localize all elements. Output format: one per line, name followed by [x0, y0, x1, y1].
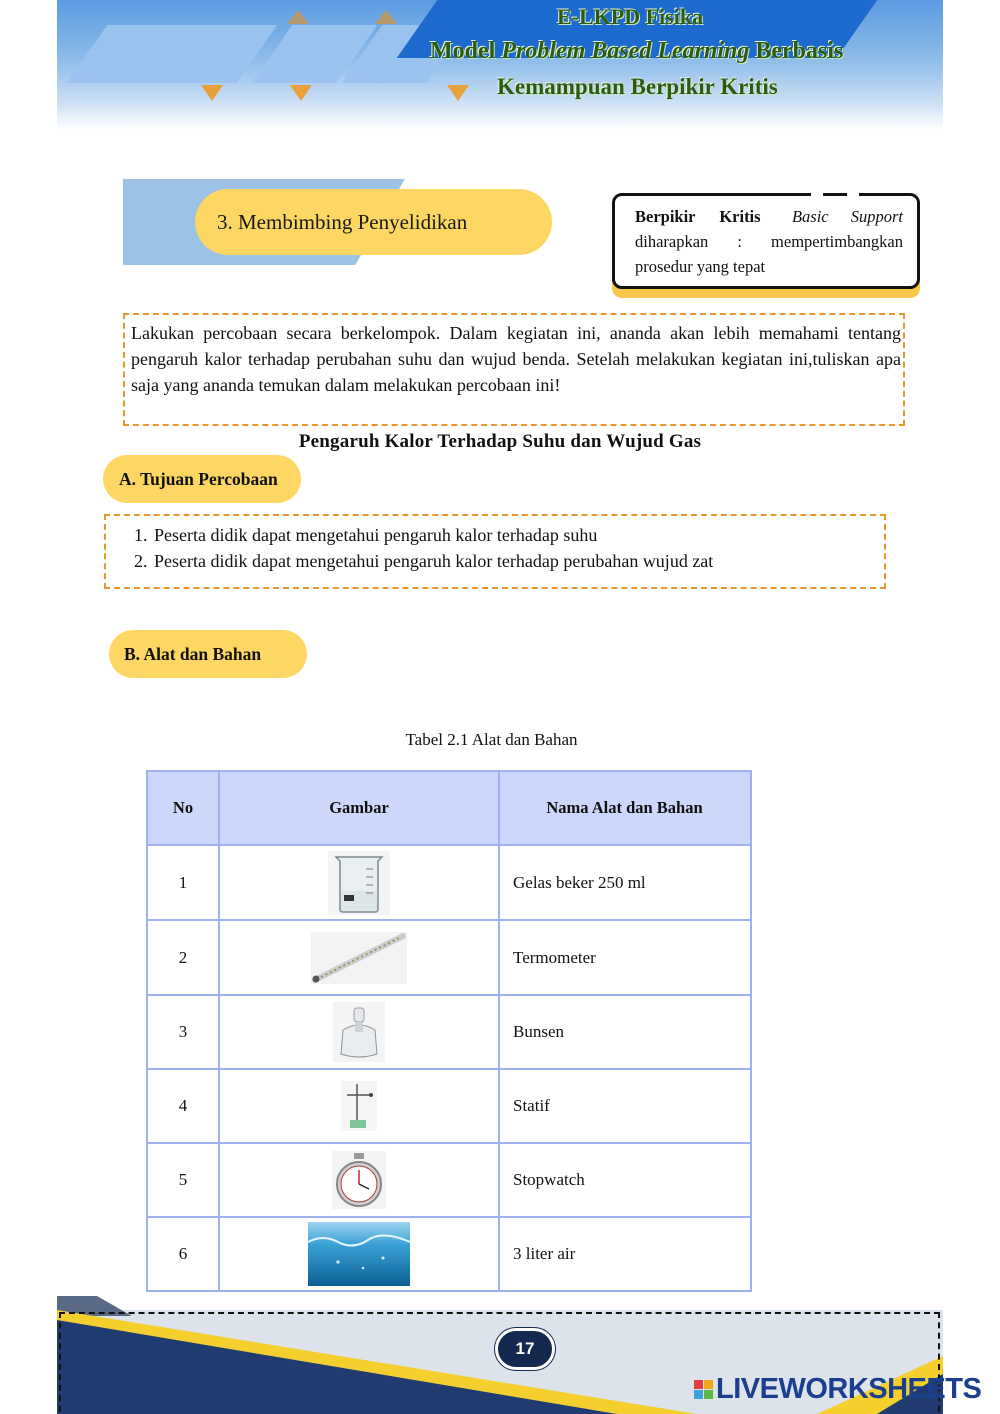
list-item: 1. Peserta didik dapat mengetahui pengaruh kalor terhadap suhu: [152, 522, 884, 548]
item-name: 3 liter air: [499, 1217, 751, 1291]
header-triangle: [287, 10, 309, 24]
critical-label: Berpikir Kritis: [635, 207, 761, 226]
row-number: 4: [147, 1069, 219, 1143]
column-header: Gambar: [219, 771, 499, 845]
burner-image: [333, 1002, 385, 1062]
header-triangle: [447, 85, 469, 101]
beaker-image: [328, 851, 390, 915]
brand-icon: [694, 1380, 713, 1399]
critical-text: diharapkan : mempertimbangkan prosedur yang tepat: [635, 232, 903, 276]
table-header-row: [147, 771, 751, 845]
row-number: 6: [147, 1217, 219, 1291]
page-number: 17: [495, 1328, 555, 1370]
header-triangle: [375, 10, 397, 24]
header-triangle: [201, 85, 223, 101]
table-caption: Tabel 2.1 Alat dan Bahan: [405, 730, 578, 749]
list-item: 2. Peserta didik dapat mengetahui pengaruh kalor terhadap perubahan wujud zat: [152, 548, 884, 574]
thermometer-image: [311, 932, 407, 984]
table-row: [147, 845, 751, 920]
water-image: [308, 1222, 410, 1286]
column-header: No: [147, 771, 219, 845]
table-row: [147, 1069, 751, 1143]
table-row: [147, 1143, 751, 1217]
row-number: 1: [147, 845, 219, 920]
stand-image: [341, 1081, 377, 1131]
item-name: Statif: [499, 1069, 751, 1143]
header-triangle: [290, 85, 312, 101]
tujuan-box: [104, 514, 886, 589]
header-title: E-LKPD Fisika: [557, 4, 704, 29]
section-title: 3. Membimbing Penyelidikan: [195, 189, 552, 255]
item-name: Gelas beker 250 ml: [499, 845, 751, 920]
column-header: Nama Alat dan Bahan: [499, 771, 751, 845]
alat-heading: B. Alat dan Bahan: [109, 630, 307, 678]
header-decor-shape: [67, 25, 278, 83]
table-row: [147, 920, 751, 995]
item-name: Stopwatch: [499, 1143, 751, 1217]
stopwatch-image: [332, 1151, 386, 1209]
tujuan-heading: A. Tujuan Percobaan: [103, 455, 301, 503]
critical-label-italic: Basic Support: [791, 207, 903, 226]
row-number: 3: [147, 995, 219, 1069]
page-header: [57, 0, 943, 130]
liveworksheets-logo: LIVEWORKSHEETS: [694, 1373, 981, 1406]
row-number: 2: [147, 920, 219, 995]
header-subtitle-2: Kemampuan Berpikir Kritis: [497, 74, 778, 99]
table-row: [147, 995, 751, 1069]
table-row: [147, 1217, 751, 1291]
experiment-title: Pengaruh Kalor Terhadap Suhu dan Wujud Gas: [298, 431, 702, 452]
item-name: Termometer: [499, 920, 751, 995]
critical-thinking-box: [612, 193, 920, 289]
row-number: 5: [147, 1143, 219, 1217]
equipment-table: [146, 770, 752, 1292]
instruction-box: Lakukan percobaan secara berkelompok. Dalam kegiatan ini, ananda akan lebih memahami tentang pengaruh kalor terhadap perubahan suhu dan wujud benda. Setelah melakukan kegiatan ini,tuliskan apa saja yang ananda temukan dalam melakukan percobaan ini!: [123, 313, 905, 426]
item-name: Bunsen: [499, 995, 751, 1069]
header-subtitle: Model Problem Based Learning Berbasis: [430, 38, 844, 64]
